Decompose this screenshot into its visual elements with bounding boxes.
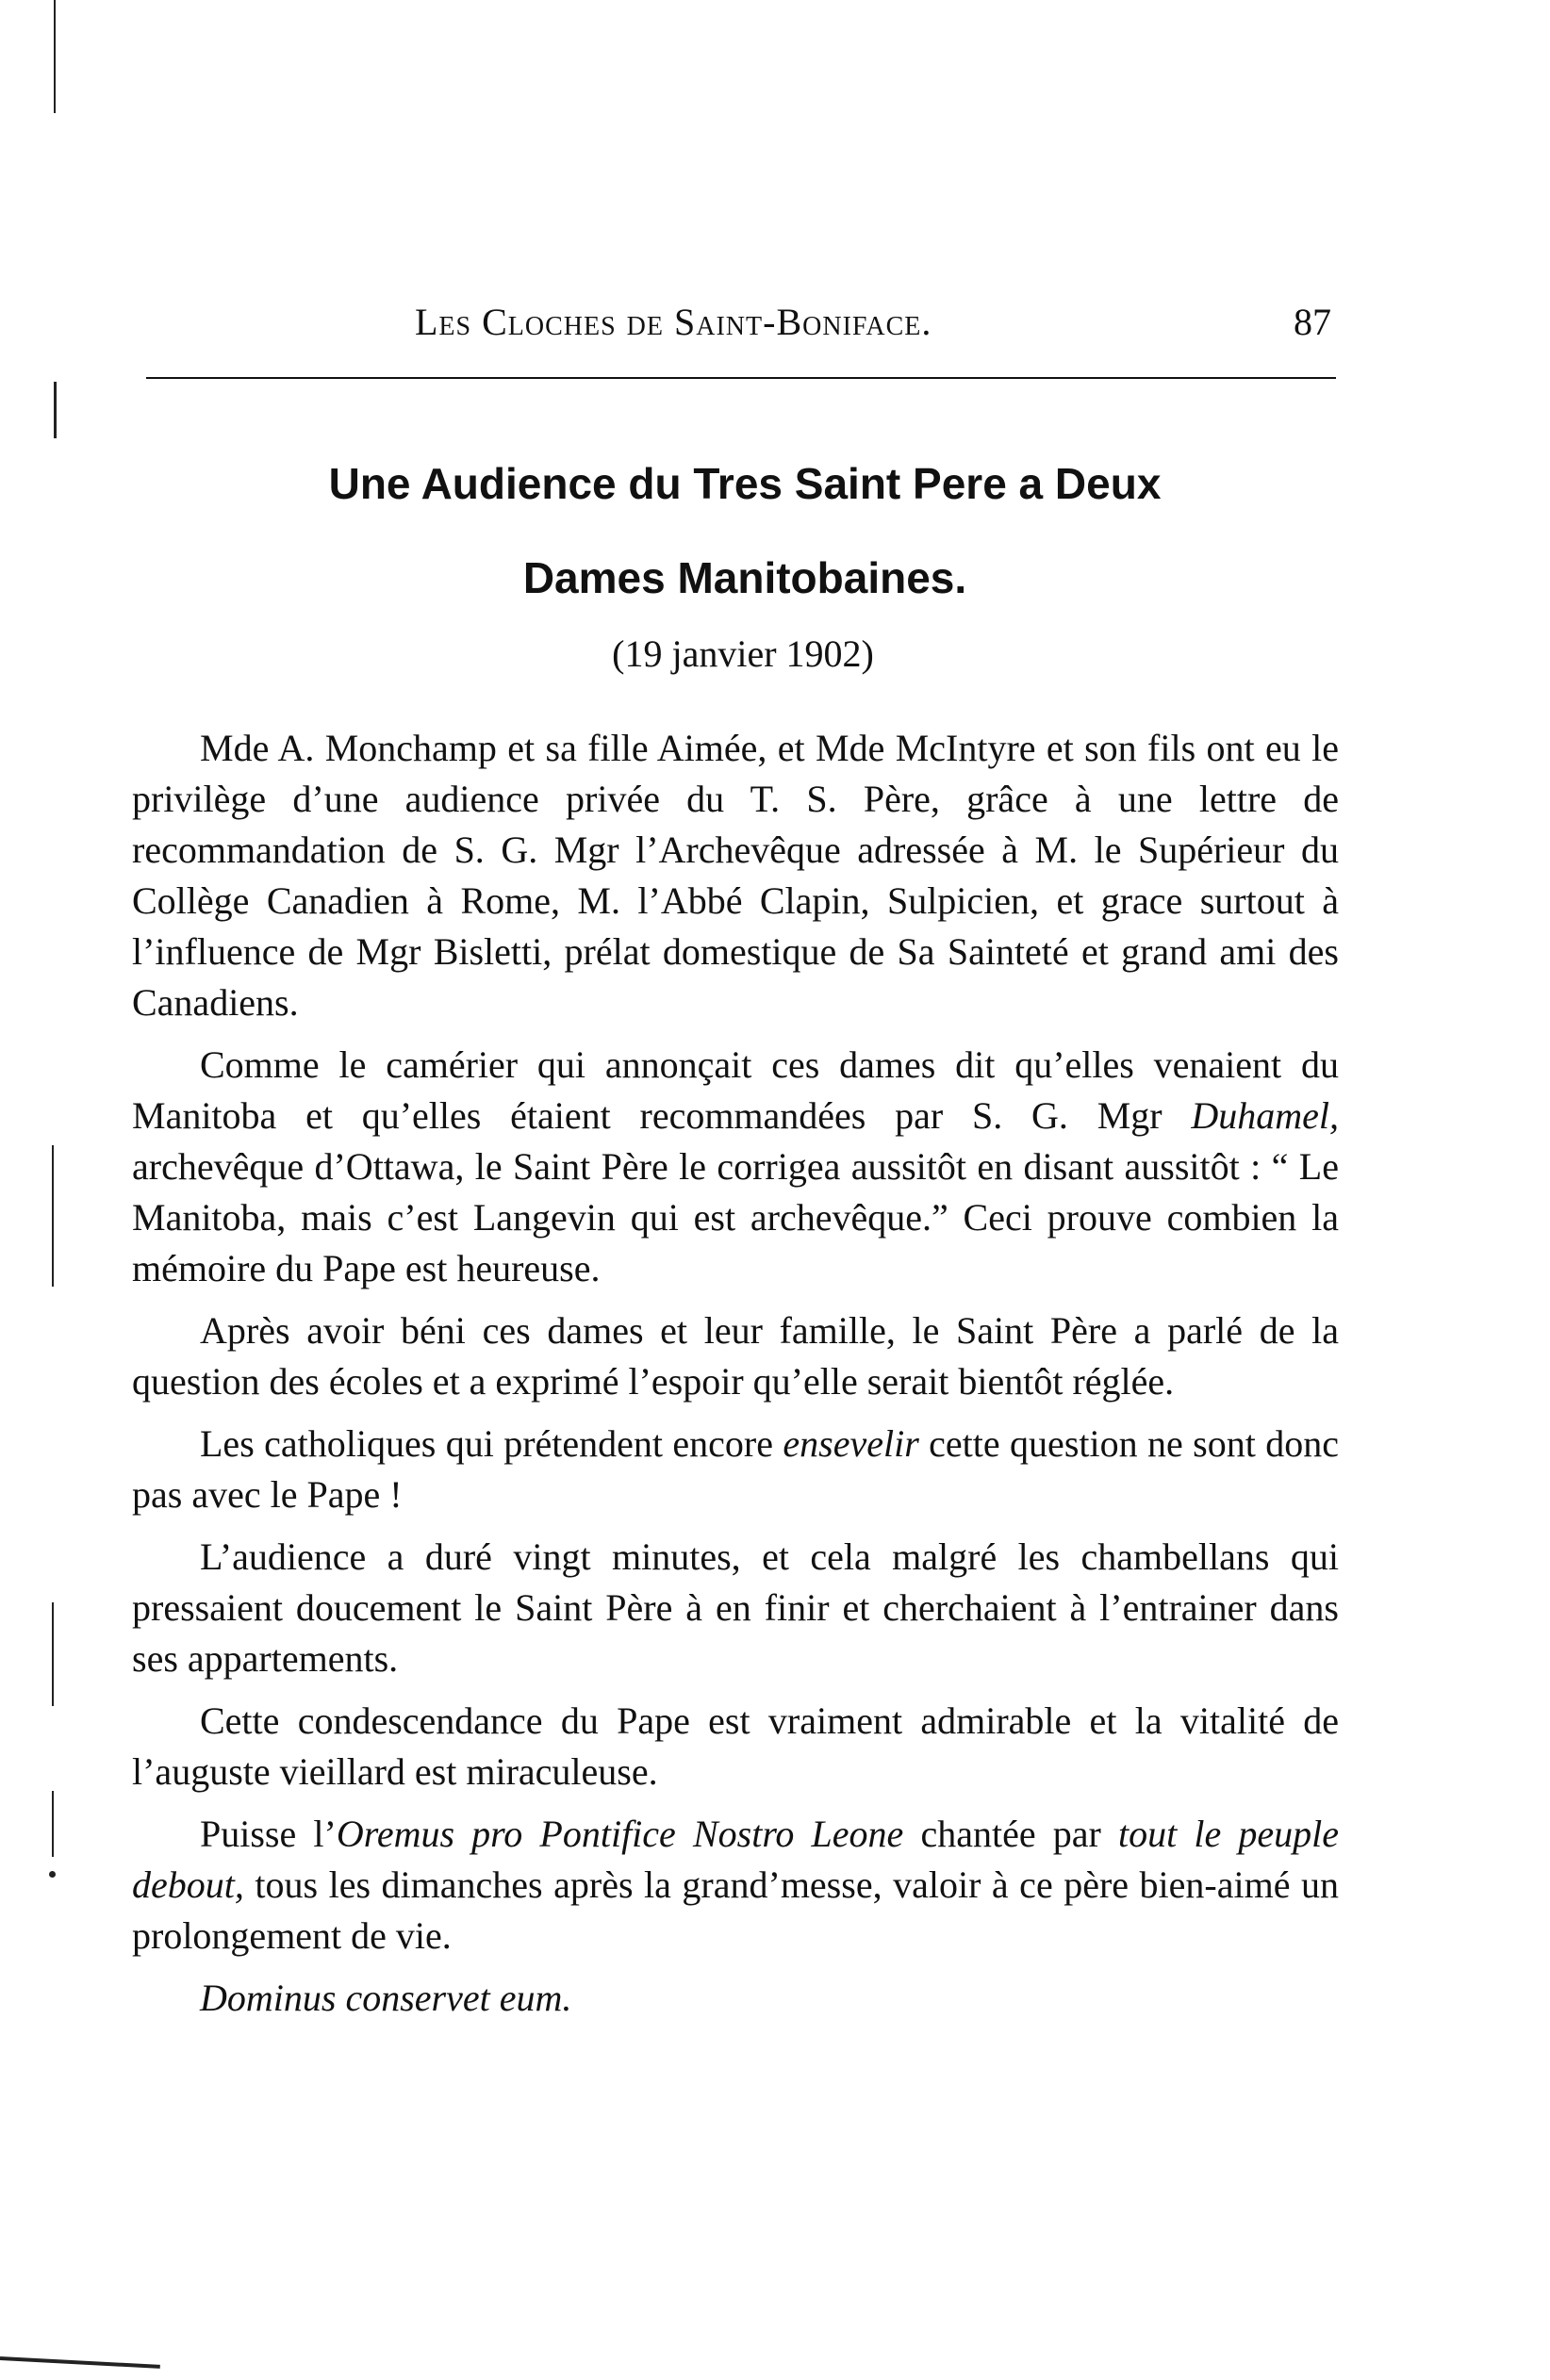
margin-mark [52,1602,54,1706]
italic-text: Oremus pro Pontifice Nostro Leone [336,1813,904,1855]
margin-mark [49,1871,56,1878]
article-date: (19 janvier 1902) [612,632,874,675]
paragraph-text: Les catholiques qui prétendent encore [200,1422,783,1465]
body-paragraph [132,1696,1339,1797]
body-paragraph [132,723,1339,1028]
article-title-line-1: Une Audience du Tres Saint Pere a Deux [328,459,1162,508]
body-paragraph [132,1419,1339,1520]
article-title-line-2: Dames Manitobaines. [522,553,967,602]
body-paragraph [132,1532,1339,1684]
body-paragraph [132,1973,1339,2024]
paragraph-text: Après avoir béni ces dames et leur famille, le Saint Père a parlé de la question des écoles et a exprimé l’espoir qu’elle serait bientôt réglée. [132,1309,1339,1403]
italic-text: Dominus conservet eum. [200,1977,572,2019]
page-number: 87 [1294,301,1331,343]
body-paragraph [132,1040,1339,1294]
article-title [141,436,1348,625]
italic-text: ensevelir [783,1422,919,1465]
italic-text: tout le peuple debout, [132,1813,1340,1906]
paragraph-text: cette question ne sont donc pas avec le Pape ! [132,1422,1339,1516]
paragraph-text: chantée par [903,1813,1118,1855]
margin-mark [52,1791,54,1857]
body-paragraph [132,1809,1339,1961]
body-paragraph [132,1305,1339,1407]
running-header-title: Les Cloches de Saint-Boniface. [415,301,932,343]
paragraph-text: Cette condescendance du Pape est vraiment admirable et la vitalité de l’auguste vieillard est miraculeuse. [132,1699,1339,1793]
paragraph-text: Comme le camérier qui annonçait ces dames dit qu’elles venaient du Manitoba et qu’elles étaient recommandées par S. G. Mgr [132,1043,1339,1137]
italic-text: Duhamel, [1191,1094,1339,1137]
paragraph-text: tous les dimanches après la grand’messe, valoir à ce père bien-aimé un prolongement de vie. [132,1863,1339,1957]
paragraph-text: Puisse l’ [200,1813,337,1855]
margin-mark [54,382,57,438]
margin-mark [52,1145,54,1287]
paragraph-text: Mde A. Monchamp et sa fille Aimée, et Mde McIntyre et son fils ont eu le privilège d’une audience privée du T. S. Père, grâce à une lettre de recommandation de S. G. Mgr l’Archevêque adressée à M. le Supérieur du Collège Canadien à Rome, M. l’Abbé Clapin, Sulpicien, et grace surtout à l’influence de Mgr Bisletti, prélat domestique de Sa Sainteté et grand ami des Canadiens. [132,727,1339,1024]
margin-mark [0,2356,160,2369]
paragraph-text: archevêque d’Ottawa, le Saint Père le corrigea aussitôt en disant aussitôt : “ Le Manitoba, mais c’est Langevin qui est archevêque.” Ceci prouve combien la mémoire du Pape est heureuse. [132,1145,1339,1289]
margin-mark [54,0,56,113]
header-rule [146,377,1336,379]
article-body [132,723,1339,2035]
paragraph-text: L’audience a duré vingt minutes, et cela malgré les chambellans qui pressaient doucement le Saint Père à en finir et cherchaient à l’entrainer dans ses appartements. [132,1535,1339,1680]
